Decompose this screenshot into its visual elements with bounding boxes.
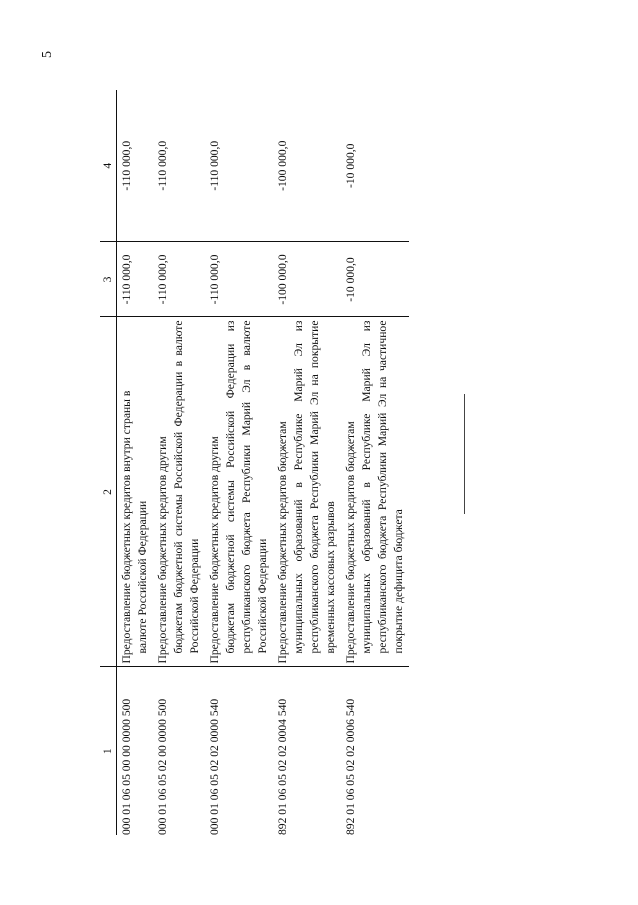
amount-col3: -10 000,0 (341, 242, 409, 317)
budget-credits-table (100, 90, 409, 835)
column-header-1: 1 (100, 667, 116, 835)
description-rest: муниципальных образований в Республике Марий Эл из республиканского бюджета Республики Марий Эл на покрытие временных кассовых разрывов (291, 320, 337, 654)
amount-col4: -110 000,0 (205, 90, 273, 242)
table-row (341, 90, 409, 835)
amount-col3: -100 000,0 (273, 242, 341, 317)
amount-col4: -10 000,0 (341, 90, 409, 242)
budget-code: 000 01 06 05 02 02 0000 540 (205, 667, 273, 835)
header-row (100, 90, 116, 835)
budget-code: 000 01 06 05 00 00 0000 500 (116, 667, 152, 835)
row-description (273, 317, 341, 667)
description-rest: бюджетам бюджетной системы Российской Федерации в валюте Российской Федерации (171, 320, 201, 654)
amount-col3: -110 000,0 (205, 242, 273, 317)
amount-col3: -110 000,0 (116, 242, 152, 317)
description-lead: Предоставление бюджетных кредитов бюджетам (275, 421, 289, 664)
budget-code: 892 01 06 05 02 02 0004 540 (273, 667, 341, 835)
page-number: 5 (40, 51, 55, 58)
table-row (153, 90, 205, 835)
table-row (205, 90, 273, 835)
description-lead: Предоставление бюджетных кредитов другим (207, 436, 221, 664)
signature-line (464, 394, 465, 514)
description-rest: валюте Российской Федерации (135, 500, 149, 654)
budget-code: 892 01 06 05 02 02 0006 540 (341, 667, 409, 835)
description-lead: Предоставление бюджетных кредитов бюджетам (343, 421, 357, 664)
column-header-3: 3 (100, 242, 116, 317)
description-rest: муниципальных образований в Республике Марий Эл из республиканского бюджета Республики Марий Эл на частичное покрытие дефицита бюджета (359, 320, 405, 654)
row-description (341, 317, 409, 667)
amount-col4: -110 000,0 (116, 90, 152, 242)
budget-code: 000 01 06 05 02 00 0000 500 (153, 667, 205, 835)
row-description (116, 317, 152, 667)
column-header-4: 4 (100, 90, 116, 242)
description-lead: Предоставление бюджетных кредитов внутри страны в (119, 390, 133, 664)
amount-col4: -100 000,0 (273, 90, 341, 242)
row-description (153, 317, 205, 667)
amount-col3: -110 000,0 (153, 242, 205, 317)
description-lead: Предоставление бюджетных кредитов другим (155, 436, 169, 664)
table-row (273, 90, 341, 835)
amount-col4: -110 000,0 (153, 90, 205, 242)
row-description (205, 317, 273, 667)
description-rest: бюджетам бюджетной системы Российской Федерации из республиканского бюджета Республики Марий Эл в валюте Российской Федерации (223, 320, 269, 654)
column-header-2: 2 (100, 317, 116, 667)
table-row (116, 90, 152, 835)
